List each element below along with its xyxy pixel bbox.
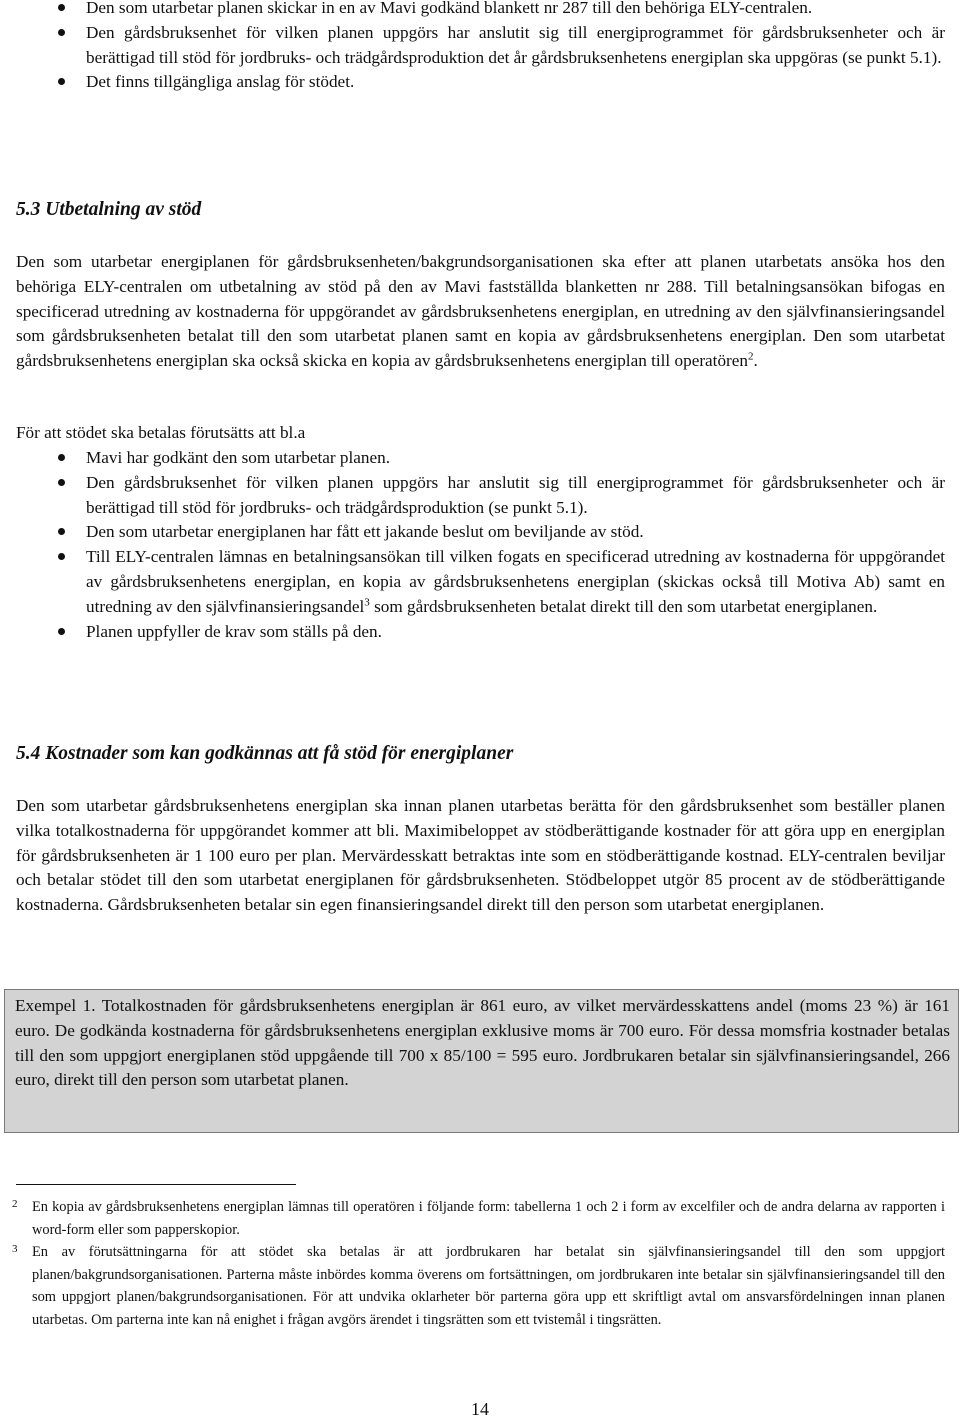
list-item: Den gårdsbruksenhet för vilken planen uppgörs har anslutit sig till energiprogrammet för gårdsbruksenheter och är berättigad till stöd för jordbruks- och trädgårdsproduktion (se punkt 5.1). <box>16 471 945 521</box>
footnotes <box>12 1196 945 1331</box>
section-5-4-paragraph: Den som utarbetar gårdsbruksenhetens energiplan ska innan planen utarbetas berätta för den gårdsbruksenhet som beställer planen vilka totalkostnaderna för uppgörandet kommer att bli. Maximibeloppet av stödberättigande kostnader för att göra upp en energiplan för gårdsbruksenheten är 1 100 euro per plan. Mervärdesskatt betraktas inte som en stödberättigande kostnad. ELY-centralen beviljar och betalar stödet till den som utarbetat energiplanen för gårdsbruksenheten. Stödbeloppet utgör 85 procent av de stödberättigande kostnaderna. Gårdsbruksenheten betalar sin egen finansieringsandel direkt till den person som utarbetat energiplanen. <box>16 796 945 915</box>
bullet-icon <box>58 29 65 36</box>
bullet-icon <box>58 78 65 85</box>
list-item: Den gårdsbruksenhet för vilken planen uppgörs har anslutit sig till energiprogrammet för gårdsbruksenheter och är berättigad till stöd för jordbruks- och trädgårdsproduktion det år gårdsbruksenhetens energiplan ska uppgöras (se punkt 5.1). <box>16 21 945 71</box>
example-text: Exempel 1. Totalkostnaden för gårdsbruksenhetens energiplan är 861 euro, av vilket mervärdesskattens andel (moms 23 %) är 161 euro. De godkända kostnaderna för gårdsbruksenhetens energiplan exklusive moms är 700 euro. För dessa momsfria kostnader betalas till den som uppgjort energiplanen stöd uppgående till 700 x 85/100 = 595 euro. Jordbrukaren betalar sin självfinansieringsandel, 266 euro, direkt till den person som utarbetat planen. <box>15 996 950 1090</box>
footnote-number: 3 <box>12 1243 18 1255</box>
top-bullet-list <box>16 0 945 95</box>
section-5-3-paragraph: Den som utarbetar energiplanen för gårdsbruksenheten/bakgrundsorganisationen ska efter att planen utarbetats ansöka hos den behöriga ELY-centralen om utbetalning av stöd på den av Mavi fastställda blanketten nr 288. Till betalningsansökan bifogas en specificerad utredning av kostnaderna för uppgörandet av gårdsbruksenhetens energiplan, en utredning av den självfinansieringsandel som gårdsbruksenheten betalat till den som utarbetat planen samt en kopia av gårdsbruksenhetens energiplan. Den som utarbetat gårdsbruksenhetens energiplan ska också skicka en kopia av gårdsbruksenhetens energiplan till operatören$^2$. <box>16 252 945 371</box>
footnote: 3 En av förutsättningarna för att stödet ska betalas är att jordbrukaren har betalat sin självfinansieringsandel till den som uppgjort planen/bakgrundsorganisationen. Parterna måste inbördes komma överens om fortsättningen, om jordbrukaren inte betalar sin självfinansieringsandel till den som uppgjort planen/bakgrundsorganisationen. För att undvika oklarheter bör parterna göra upp ett skriftligt avtal om ansvarsfördelningen innan planen utarbetas. Om parterna inte kan nå enighet i frågan avgörs ärendet i tingsrätten som ett tvistemål i tingsrätten. <box>16 1241 945 1331</box>
list-item: Till ELY-centralen lämnas en betalningsansökan till vilken fogats en specificerad utredning av kostnaderna för uppgörandet av gårdsbruksenhetens energiplan, en kopia av gårdsbruksenhetens energiplan (skickas också till Motiva Ab) samt en utredning av den självfinansieringsandel$^3$ som gårdsbruksenheten betalat direkt till den som utarbetat energiplanen. <box>16 545 945 619</box>
conditions-intro: För att stödet ska betalas förutsätts att bl.a <box>16 423 306 442</box>
bullet-icon <box>58 479 65 486</box>
section-heading-5-3: 5.3 Utbetalning av stöd <box>16 199 202 220</box>
example-box <box>4 989 959 1133</box>
list-item: Den som utarbetar energiplanen har fått ett jakande beslut om beviljande av stöd. <box>16 520 945 545</box>
page-number: 14 <box>471 1399 489 1419</box>
footnote-ref: 3 <box>364 596 370 609</box>
footnote-ref: 2 <box>748 350 754 363</box>
footnote-divider <box>16 1184 296 1185</box>
bullet-icon <box>58 4 65 11</box>
bullet-icon <box>58 454 65 461</box>
footnote: 2 En kopia av gårdsbruksenhetens energiplan lämnas till operatören i följande form: tabellerna 1 och 2 i form av excelfiler och de andra delarna av rapporten i word-form eller som papperskopior. <box>16 1196 945 1241</box>
bullet-icon <box>58 528 65 535</box>
list-item: Det finns tillgängliga anslag för stödet. <box>16 70 945 95</box>
list-item: Mavi har godkänt den som utarbetar planen. <box>16 446 945 471</box>
conditions-list <box>16 446 945 644</box>
bullet-icon <box>58 553 65 560</box>
bullet-icon <box>58 628 65 635</box>
list-item: Den som utarbetar planen skickar in en av Mavi godkänd blankett nr 287 till den behöriga ELY-centralen. <box>16 0 945 21</box>
list-item: Planen uppfyller de krav som ställs på den. <box>16 620 945 645</box>
footnote-number: 2 <box>12 1198 18 1210</box>
section-heading-5-4: 5.4 Kostnader som kan godkännas att få stöd för energiplaner <box>16 743 514 764</box>
